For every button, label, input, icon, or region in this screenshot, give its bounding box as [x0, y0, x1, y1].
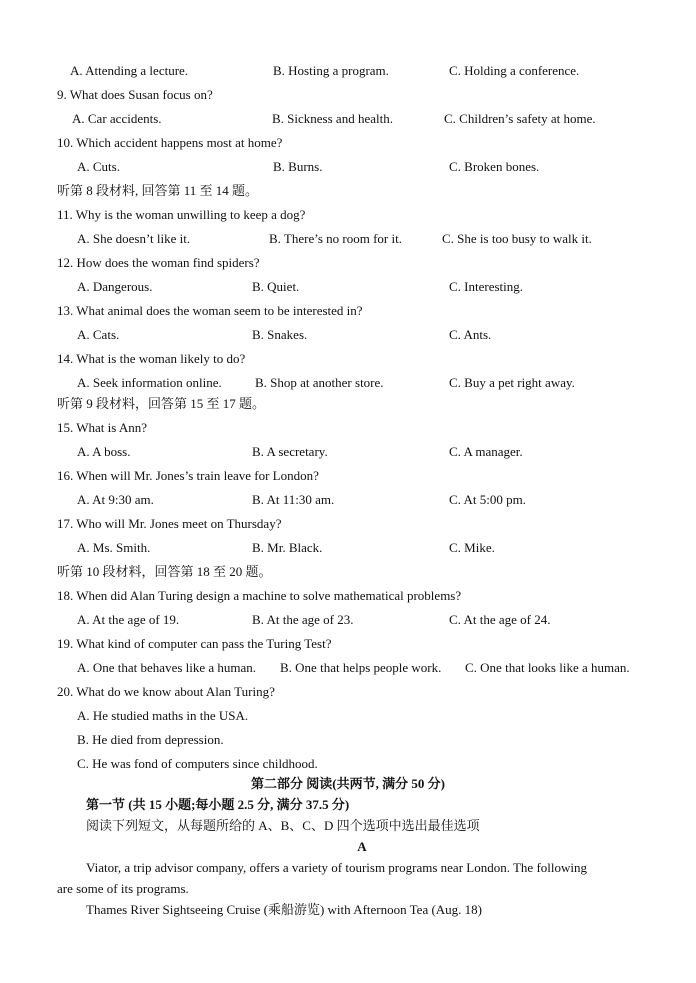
- option-a: A. Cats.: [77, 327, 120, 342]
- option-b: B. At 11:30 am.: [252, 492, 335, 507]
- question-stem: 13. What animal does the woman seem to be interested in?: [57, 303, 363, 318]
- option-b: B. Quiet.: [252, 279, 300, 294]
- question-stem: 11. Why is the woman unwilling to keep a dog?: [57, 207, 306, 222]
- option-c: C. Buy a pet right away.: [449, 375, 575, 390]
- q8-option-a: A. Attending a lecture.: [70, 63, 189, 78]
- option-b: B. At the age of 23.: [252, 612, 354, 627]
- question-stem: 18. When did Alan Turing design a machine to solve mathematical problems?: [57, 588, 462, 603]
- option-b: B. Shop at another store.: [255, 375, 384, 390]
- option-c: C. Children’s safety at home.: [444, 111, 596, 126]
- passage-paragraph-line-1: Viator, a trip advisor company, offers a variety of tourism programs near London. The following: [86, 860, 587, 875]
- option-a: A. Ms. Smith.: [77, 540, 151, 555]
- part2-title: 第二部分 阅读(共两节, 满分 50 分): [251, 776, 445, 791]
- option-c: C. At the age of 24.: [449, 612, 551, 627]
- option-a: A. Dangerous.: [77, 279, 153, 294]
- option-b: B. A secretary.: [252, 444, 328, 459]
- question-stem: 12. How does the woman find spiders?: [57, 255, 260, 270]
- option-a: A. Car accidents.: [72, 111, 162, 126]
- option-a: A. Seek information online.: [77, 375, 222, 390]
- passage-letter: A: [357, 839, 367, 854]
- question-stem: 9. What does Susan focus on?: [57, 87, 213, 102]
- question-stem: 16. When will Mr. Jones’s train leave for London?: [57, 468, 319, 483]
- reading-instruction: 阅读下列短文，从每题所给的 A、B、C、D 四个选项中选出最佳选项: [86, 818, 480, 833]
- q8-option-c: C. Holding a conference.: [449, 63, 580, 78]
- section1-heading: 第一节 (共 15 小题;每小题 2.5 分, 满分 37.5 分): [86, 797, 350, 812]
- option-c: C. A manager.: [449, 444, 523, 459]
- option-c: C. He was fond of computers since childhood.: [77, 756, 318, 771]
- question-stem: 20. What do we know about Alan Turing?: [57, 684, 275, 699]
- passage-paragraph-line-2: are some of its programs.: [57, 881, 189, 896]
- instruction-section-9: 听第 9 段材料，回答第 15 至 17 题。: [57, 396, 266, 411]
- option-a: A. At 9:30 am.: [77, 492, 154, 507]
- option-a: A. One that behaves like a human.: [77, 660, 257, 675]
- option-a: A. A boss.: [77, 444, 131, 459]
- instruction-section-8: 听第 8 段材料, 回答第 11 至 14 题。: [57, 183, 259, 198]
- question-stem: 17. Who will Mr. Jones meet on Thursday?: [57, 516, 282, 531]
- option-c: C. She is too busy to walk it.: [442, 231, 592, 246]
- option-b: B. Snakes.: [252, 327, 308, 342]
- option-c: C. Ants.: [449, 327, 492, 342]
- option-b: B. Burns.: [273, 159, 323, 174]
- option-c: C. Broken bones.: [449, 159, 540, 174]
- option-c: C. Mike.: [449, 540, 495, 555]
- option-a: A. At the age of 19.: [77, 612, 180, 627]
- option-b: B. Sickness and health.: [272, 111, 393, 126]
- option-b: B. One that helps people work.: [280, 660, 442, 675]
- question-stem: 19. What kind of computer can pass the Turing Test?: [57, 636, 332, 651]
- option-a: A. He studied maths in the USA.: [77, 708, 249, 723]
- question-stem: 14. What is the woman likely to do?: [57, 351, 246, 366]
- option-c: C. Interesting.: [449, 279, 524, 294]
- q8-option-b: B. Hosting a program.: [273, 63, 389, 78]
- program-title: Thames River Sightseeing Cruise (乘船游览) with Afternoon Tea (Aug. 18): [86, 902, 483, 917]
- option-a: A. Cuts.: [77, 159, 120, 174]
- instruction-section-10: 听第 10 段材料，回答第 18 至 20 题。: [57, 564, 272, 579]
- option-c: C. One that looks like a human.: [465, 660, 630, 675]
- question-stem: 10. Which accident happens most at home?: [57, 135, 283, 150]
- option-b: B. Mr. Black.: [252, 540, 323, 555]
- option-c: C. At 5:00 pm.: [449, 492, 526, 507]
- option-a: A. She doesn’t like it.: [77, 231, 191, 246]
- option-b: B. He died from depression.: [77, 732, 224, 747]
- question-stem: 15. What is Ann?: [57, 420, 148, 435]
- option-b: B. There’s no room for it.: [269, 231, 402, 246]
